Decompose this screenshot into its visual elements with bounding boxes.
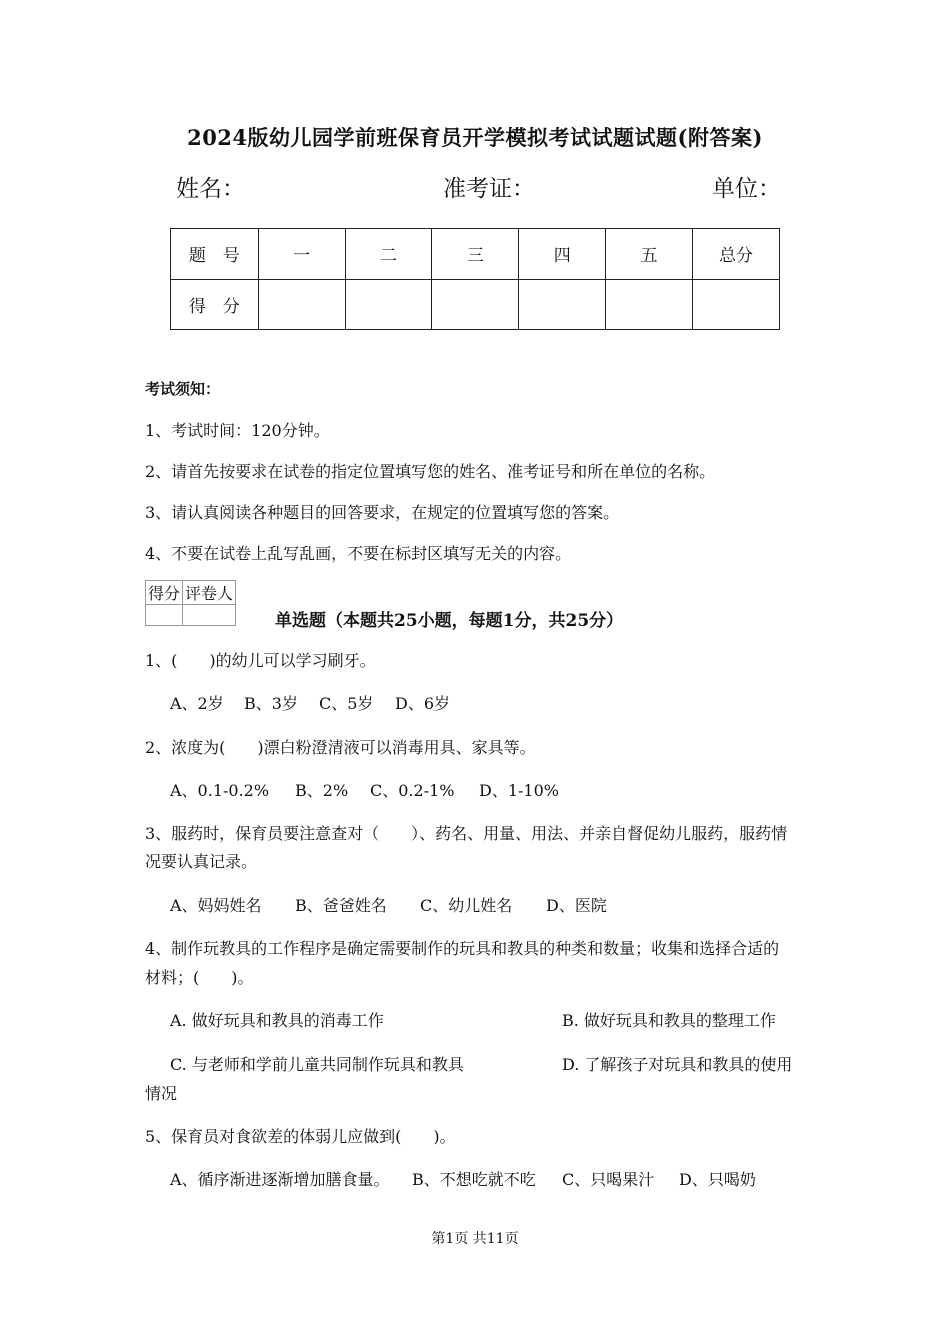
score-table-header-cell: 二 [345,229,432,280]
question-stem: 4、制作玩教具的工作程序是确定需要制作的玩具和教具的种类和数量；收集和选择合适的 [145,939,780,958]
score-row-label: 得 分 [171,279,259,330]
question-stem: 1、( )的幼儿可以学习刷牙。 [145,651,376,670]
page-footer: 第1页 共11页 [431,1231,519,1247]
question-option[interactable]: B、2% [295,781,349,800]
score-table-header-cell: 一 [258,229,345,280]
score-table-header-cell: 题 号 [171,229,259,280]
question-option[interactable]: D、1-10% [479,781,559,800]
question-stem: 5、保育员对食欲差的体弱儿应做到( )。 [145,1127,456,1146]
grader-table [145,580,236,626]
question-stem-continued: 材料；( )。 [145,968,254,987]
question-stem: 3、服药时，保育员要注意查对（ ）、药名、用量、用法、并亲自督促幼儿服药，服药情 [145,824,788,843]
score-table-score-row [171,279,780,330]
question-option[interactable]: C、幼儿姓名 [420,896,513,915]
grader-score-cell[interactable] [146,605,183,626]
score-cell[interactable] [258,279,345,330]
question-option[interactable]: C. 与老师和学前儿童共同制作玩具和教具 [170,1055,464,1074]
question-option[interactable]: B、爸爸姓名 [295,896,387,915]
notice-item: 2、请首先按要求在试卷的指定位置填写您的姓名、准考证号和所在单位的名称。 [145,462,716,481]
question-option[interactable]: A、2岁 [170,694,224,713]
score-cell[interactable] [345,279,432,330]
question-option[interactable]: D、医院 [546,896,607,915]
question-option[interactable]: C、5岁 [319,694,374,713]
question-stem: 2、浓度为( )漂白粉澄清液可以消毒用具、家具等。 [145,738,536,757]
score-cell[interactable] [693,279,780,330]
question-option[interactable]: B、不想吃就不吃 [412,1170,536,1189]
score-table [170,228,780,330]
question-option[interactable]: C、只喝果汁 [562,1170,655,1189]
question-option[interactable]: C、0.2-1% [370,781,455,800]
question-option[interactable]: D、只喝奶 [679,1170,756,1189]
question-option[interactable]: B. 做好玩具和教具的整理工作 [562,1011,776,1030]
question-option[interactable]: A、妈妈姓名 [170,896,262,915]
question-option[interactable]: A、0.1-0.2% [170,781,270,800]
score-table-header-row [171,229,780,280]
question-stem-continued: 况要认真记录。 [145,852,258,871]
page-title: 2024版幼儿园学前班保育员开学模拟考试试题试题(附答案) [187,125,763,150]
score-table-header-cell: 总分 [693,229,780,280]
score-table-header-cell: 三 [432,229,519,280]
score-cell[interactable] [432,279,519,330]
score-cell[interactable] [519,279,606,330]
question-option[interactable]: A、循序渐进逐渐增加膳食量。 [170,1170,390,1189]
score-table-header-cell: 五 [606,229,693,280]
notice-item: 4、不要在试卷上乱写乱画，不要在标封区填写无关的内容。 [145,544,572,563]
section-title: 单选题（本题共25小题，每题1分，共25分） [275,611,624,631]
grader-reviewer-label: 评卷人 [183,581,236,605]
grader-score-label: 得分 [146,581,183,605]
question-option[interactable]: A. 做好玩具和教具的消毒工作 [170,1011,384,1030]
notice-item: 1、考试时间：120分钟。 [145,421,330,440]
score-cell[interactable] [606,279,693,330]
notice-title: 考试须知： [145,380,221,398]
exam-number-field-label: 准考证： [443,176,535,202]
name-field-label: 姓名： [176,176,245,202]
question-option[interactable]: B、3岁 [244,694,298,713]
grader-reviewer-cell[interactable] [183,605,236,626]
score-table-header-cell: 四 [519,229,606,280]
question-option[interactable]: D、6岁 [395,694,451,713]
unit-field-label: 单位： [712,176,781,202]
notice-item: 3、请认真阅读各种题目的回答要求，在规定的位置填写您的答案。 [145,503,620,522]
question-option[interactable]: D. 了解孩子对玩具和教具的使用 [562,1055,793,1074]
question-option-continued: 情况 [145,1084,178,1103]
